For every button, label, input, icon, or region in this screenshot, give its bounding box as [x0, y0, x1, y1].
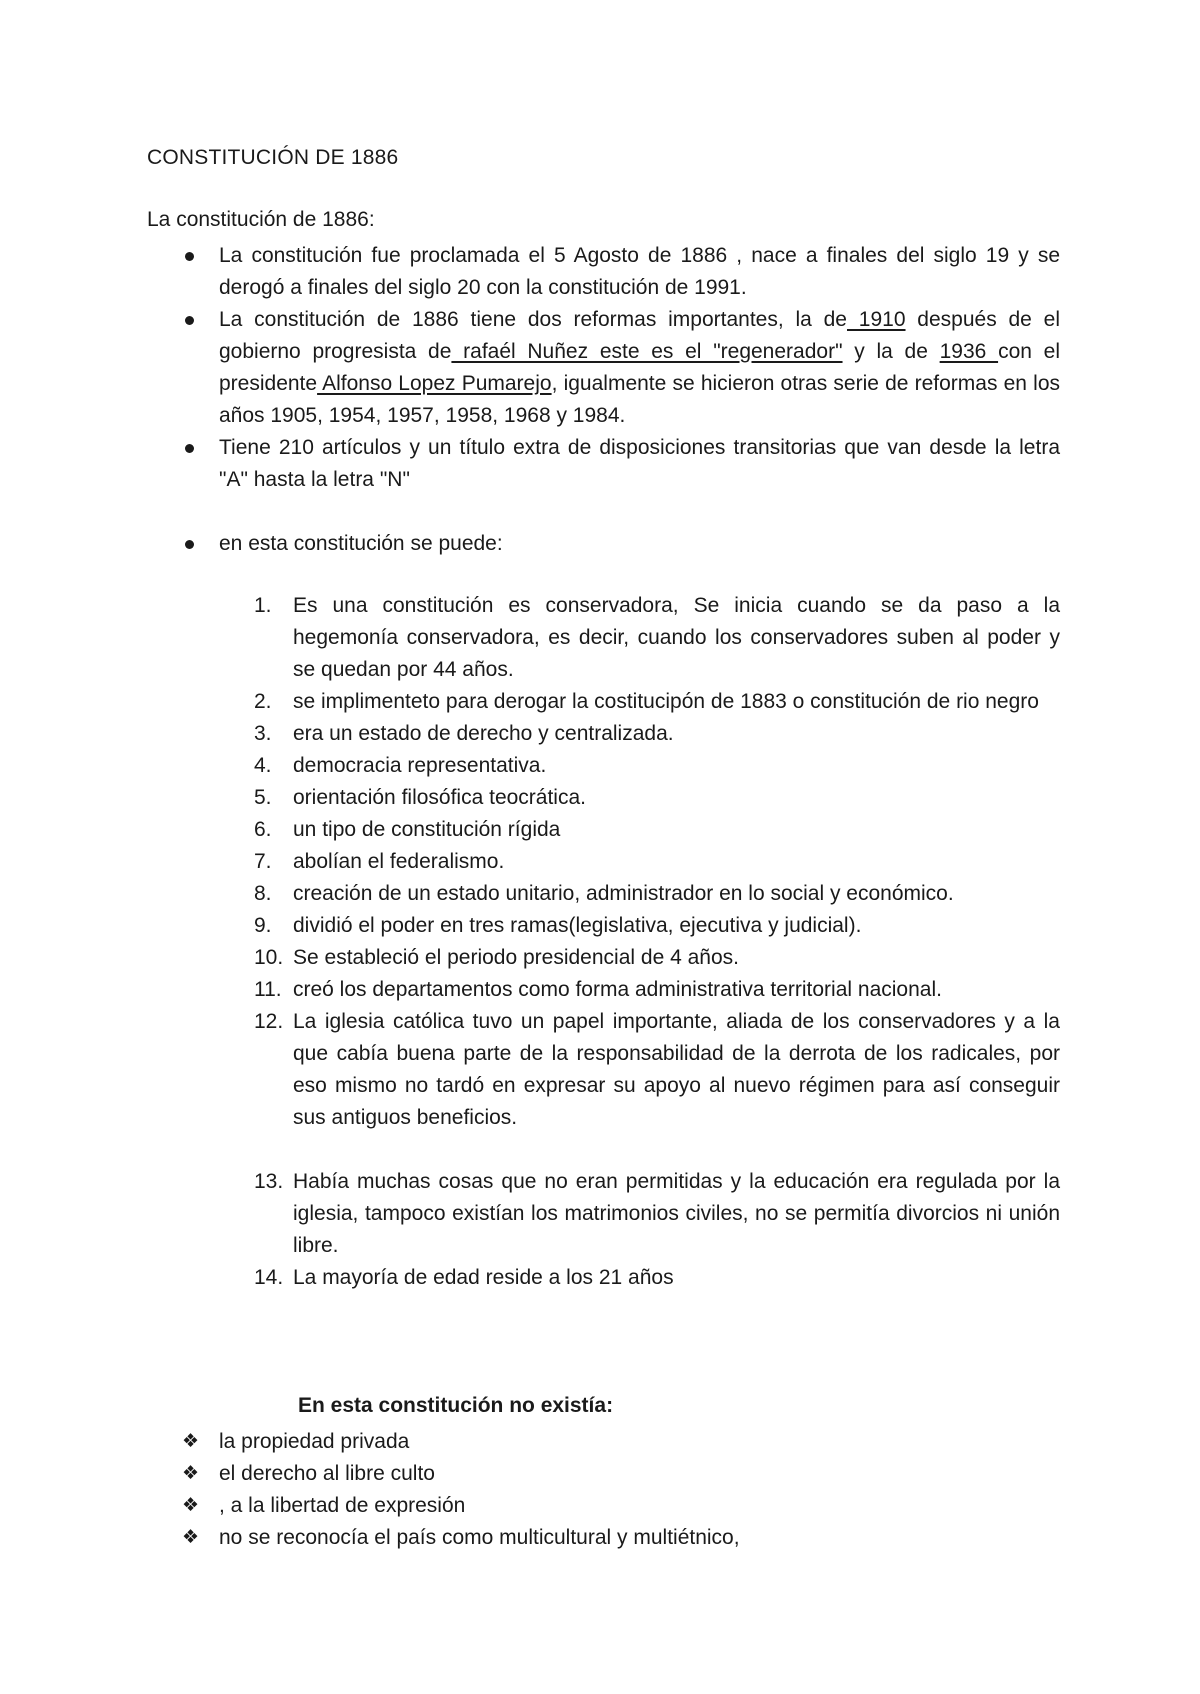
item-text: Es una constitución es conservadora, Se inicia cuando se da paso a la hegemonía conservadora, es decir, cuando los conservadores suben al poder y se quedan por 44 años. — [293, 594, 1060, 681]
item-number: 12. — [254, 1010, 284, 1033]
numbered-item — [147, 718, 1060, 750]
bullet-text: , igualmente se hicieron otras serie de reformas en los años 1905, 1954, 1957, 1958, 1968 y 1984. — [219, 372, 1061, 427]
bullet-item-3 — [147, 432, 1060, 496]
numbered-list — [147, 590, 1060, 1294]
item-number: 14. — [254, 1266, 284, 1289]
item-text: era un estado de derecho y centralizada. — [293, 722, 674, 745]
item-number: 1. — [254, 594, 272, 617]
underlined-nunez: rafaél Nuñez este es el "regenerador" — [451, 340, 843, 363]
item-text: el derecho al libre culto — [219, 1462, 435, 1485]
numbered-item — [147, 750, 1060, 782]
bullet-item-4 — [147, 528, 1060, 560]
item-text: La mayoría de edad reside a los 21 años — [293, 1266, 674, 1289]
numbered-item — [147, 942, 1060, 974]
numbered-item — [147, 1006, 1060, 1134]
bullet-item-1 — [147, 240, 1060, 304]
bullet-text: después de el gobierno progresista de — [219, 308, 1060, 363]
underlined-lopez: Alfonso Lopez Pumarejo — [317, 372, 552, 395]
item-number: 10. — [254, 946, 284, 969]
bullet-text: en esta constitución se puede: — [219, 532, 503, 555]
item-text: La iglesia católica tuvo un papel importante, aliada de los conservadores y a la que cabía buena parte de la responsabilidad de la derrota de los radicales, por eso mismo no tardó en expresar su apoyo al nuevo régimen para así conseguir sus antiguos beneficios. — [293, 1010, 1060, 1129]
numbered-item — [147, 590, 1060, 686]
item-text: democracia representativa. — [293, 754, 547, 777]
item-number: 11. — [254, 978, 282, 1001]
bullet-dot-icon — [185, 252, 194, 261]
bullet-text: La constitución fue proclamada el 5 Agosto de 1886 , nace a finales del siglo 19 y se derogó a finales del siglo 20 con la constitución de 1991. — [219, 244, 1060, 299]
bullet-text: La constitución de 1886 tiene dos reformas importantes, la de — [219, 308, 847, 331]
numbered-item — [147, 910, 1060, 942]
document-title: CONSTITUCIÓN DE 1886 — [147, 146, 399, 169]
item-text: orientación filosófica teocrática. — [293, 786, 586, 809]
numbered-item — [147, 686, 1060, 718]
bullet-dot-icon — [185, 316, 194, 325]
numbered-item — [147, 814, 1060, 846]
underlined-year-1936: 1936 — [939, 340, 999, 363]
item-number: 13. — [254, 1170, 284, 1193]
diamond-bullet-icon: ❖ — [182, 1463, 200, 1484]
numbered-item — [147, 1166, 1060, 1262]
item-number: 7. — [254, 850, 272, 873]
item-text: la propiedad privada — [219, 1430, 410, 1453]
bullet-text: con el presidente — [219, 340, 1060, 395]
item-text: abolían el federalismo. — [293, 850, 505, 873]
item-text: dividió el poder en tres ramas(legislativa, ejecutiva y judicial). — [293, 914, 862, 937]
item-number: 3. — [254, 722, 272, 745]
numbered-item — [147, 878, 1060, 910]
numbered-item — [147, 974, 1060, 1006]
section-subheading: En esta constitución no existía: — [298, 1394, 614, 1417]
item-number: 9. — [254, 914, 272, 937]
diamond-item — [147, 1490, 1060, 1522]
underlined-year-1910: 1910 — [847, 308, 906, 331]
bullet-text: y la de — [842, 340, 940, 363]
numbered-item — [147, 1262, 1060, 1294]
diamond-bullet-icon: ❖ — [182, 1495, 200, 1516]
item-number: 4. — [254, 754, 272, 777]
bullet-item-2 — [147, 304, 1060, 432]
item-number: 5. — [254, 786, 272, 809]
intro-line: La constitución de 1886: — [147, 208, 375, 231]
diamond-bullet-list — [147, 1426, 1060, 1554]
item-text: un tipo de constitución rígida — [293, 818, 561, 841]
item-number: 6. — [254, 818, 272, 841]
item-number: 2. — [254, 690, 272, 713]
item-text: creación de un estado unitario, administrador en lo social y económico. — [293, 882, 954, 905]
bullet-text: Tiene 210 artículos y un título extra de disposiciones transitorias que van desde la letra "A" hasta la letra "N" — [219, 436, 1060, 491]
diamond-bullet-icon: ❖ — [182, 1431, 200, 1452]
item-text: no se reconocía el país como multicultural y multiétnico, — [219, 1526, 740, 1549]
item-text: creó los departamentos como forma administrativa territorial nacional. — [293, 978, 942, 1001]
diamond-item — [147, 1426, 1060, 1458]
item-text: Había muchas cosas que no eran permitidas y la educación era regulada por la iglesia, tampoco existían los matrimonios civiles, no se permitía divorcios ni unión libre. — [293, 1170, 1060, 1257]
diamond-item — [147, 1522, 1060, 1554]
bullet-dot-icon — [185, 540, 194, 549]
item-number: 8. — [254, 882, 272, 905]
numbered-item — [147, 846, 1060, 878]
bullet-list — [147, 240, 1060, 560]
item-text: , a la libertad de expresión — [219, 1494, 466, 1517]
item-text: se implimenteto para derogar la costitucipón de 1883 o constitución de rio negro — [293, 690, 1039, 713]
numbered-item — [147, 782, 1060, 814]
diamond-item — [147, 1458, 1060, 1490]
bullet-dot-icon — [185, 444, 194, 453]
diamond-bullet-icon: ❖ — [182, 1527, 200, 1548]
item-text: Se estableció el periodo presidencial de 4 años. — [293, 946, 739, 969]
